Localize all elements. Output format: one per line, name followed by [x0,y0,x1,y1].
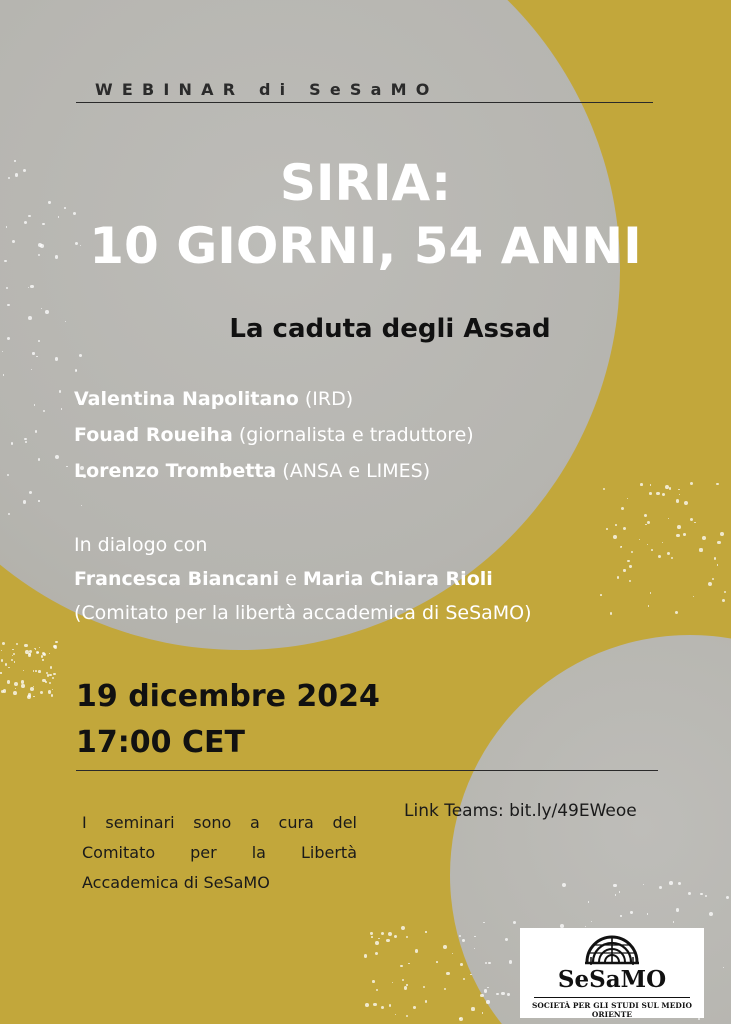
speck [406,1015,408,1017]
speck [606,528,608,530]
speck [720,532,724,536]
speck [21,684,24,687]
speck [11,659,13,661]
speck [496,993,498,995]
speck [716,483,719,486]
speck [717,541,720,544]
speck [395,1014,396,1015]
logo-tagline: SOCIETÀ PER GLI STUDI SUL MEDIO ORIENTE [531,1001,693,1019]
speck [30,285,33,288]
speck [404,986,407,989]
speck [35,670,37,672]
speck [648,605,649,606]
speck [33,696,35,698]
speck [712,578,714,580]
speck [623,569,625,571]
speck [662,493,665,496]
speck [388,932,392,936]
speck [7,680,11,684]
speck [620,546,622,548]
speck [50,666,53,669]
organizer-note: I seminari sono a cura del Comitato per la Libertà Accademica di SeSaMO [82,813,357,892]
speck [372,980,375,983]
speck [32,352,34,354]
dialogue-intro: In dialogo con [74,534,208,556]
speck [392,982,393,983]
speck [452,953,453,954]
speck [52,677,54,679]
speck [662,542,663,543]
speck [51,694,54,697]
speck [702,536,706,540]
speck [676,499,680,503]
speck [14,682,18,686]
speck [482,1012,483,1013]
speck [23,670,24,671]
speck [507,993,509,995]
speck [676,908,679,911]
speck [375,952,378,955]
speck [623,527,626,530]
speck [647,913,648,914]
speck [49,682,51,684]
speck [29,650,32,653]
speaker-name: Lorenzo Trombetta [74,460,277,482]
speaker-name: Fouad Roueiha [74,424,233,446]
speck [436,961,438,963]
speck [603,488,605,490]
speck [386,939,390,943]
speck [59,390,61,392]
speck [12,649,13,650]
speaker-3 [74,460,430,482]
speaker-affiliation: (ANSA e LIMES) [276,460,431,482]
speck [33,686,34,687]
speck [413,1006,416,1009]
speck [658,555,661,558]
speck [627,560,630,563]
speaker-1 [74,388,353,410]
speck [28,693,31,696]
speck [459,1017,463,1021]
speck [45,681,47,683]
speck [408,963,409,964]
speck [376,989,378,991]
speck [49,653,50,654]
speck [33,670,34,671]
speck [394,935,398,939]
speck [722,599,725,602]
speck [0,672,1,673]
speck [42,659,43,660]
event-date: 19 dicembre 2024 [76,679,380,714]
speck [645,524,647,526]
logo-wordmark: SeSaMO [557,966,667,993]
speck [678,489,680,491]
speck [684,501,688,505]
speck [717,564,718,565]
speck [39,647,41,649]
speck [365,1003,369,1007]
speck [501,992,504,995]
speck [37,652,38,653]
speck [31,369,32,370]
speck [471,1007,474,1010]
logo-rule [534,997,690,998]
speaker-name: Valentina Napolitano [74,388,299,410]
speck [40,691,43,694]
speck [621,507,624,510]
speck [460,963,463,966]
speck [640,483,643,486]
speck [370,932,372,934]
speck [24,644,28,648]
speck [375,941,379,945]
speck [673,921,675,923]
speck [23,500,26,503]
speck [5,663,7,665]
speck [656,492,660,496]
speck [378,938,379,939]
speck [690,482,693,485]
speck [629,580,631,582]
speck [650,592,651,593]
speck [49,674,51,676]
speck [55,357,58,360]
speck [48,690,52,694]
sesamo-logo [520,928,704,1018]
speck [55,641,58,644]
speck [613,884,616,887]
speck [669,487,672,490]
speck [714,557,716,559]
moderator-name: Francesca Biancani [74,568,280,590]
header-rule [76,102,653,103]
speck [631,551,633,553]
speck [668,518,669,519]
subtitle: La caduta degli Assad [229,314,551,344]
speck [364,954,367,957]
speck [600,594,602,596]
speck [667,552,670,555]
moderators-affiliation: (Comitato per la libertà accademica di SeSaMO) [74,602,532,624]
speck [14,661,16,663]
speck [683,533,686,536]
speck [425,931,426,932]
speck [8,513,10,515]
speck [55,455,59,459]
speck [1,650,2,651]
speck [613,535,617,539]
speck [423,986,425,988]
speck [699,548,702,551]
title-line-1: SIRIA: [279,154,452,212]
speck [13,653,15,655]
speck [8,667,10,669]
speck [53,673,55,675]
speck [11,442,13,444]
speck [381,932,384,935]
webinar-overline: WEBINAR di SeSaMO [95,80,439,99]
speck [709,912,713,916]
speck [650,484,652,486]
speck [630,911,632,913]
dome-icon [583,932,641,966]
speck [415,949,418,952]
speck [629,565,631,567]
speck [463,978,465,980]
speck [401,926,405,930]
speck [6,287,8,289]
speck [15,688,16,689]
speck [486,1000,490,1004]
speck [677,525,681,529]
speck [647,521,650,524]
speck [400,965,403,968]
speck [724,591,726,593]
speck [444,988,446,990]
speck [52,689,53,690]
speck [1,690,4,693]
speck [12,655,13,656]
speck [651,549,653,551]
speck [688,892,691,895]
date-rule [76,770,658,771]
speck [513,921,516,924]
speck [373,1003,377,1007]
conjunction: e [279,568,303,590]
speck [1,659,4,662]
speck [38,670,41,673]
speck [7,474,9,476]
title-line-2: 10 GIORNI, 54 ANNI [89,217,642,275]
speck [406,936,409,939]
speck [16,643,18,645]
speck [54,645,58,649]
speck [446,972,450,976]
speck [381,1006,384,1009]
speck [425,1000,428,1003]
speck [2,642,6,646]
speck [480,994,483,997]
speck [402,979,404,981]
moderator-name: Maria Chiara Rioli [302,568,493,590]
speck [678,882,681,885]
speaker-affiliation: (giornalista e traduttore) [232,424,474,446]
speck [615,524,617,526]
speaker-affiliation: (IRD) [298,388,354,410]
speck [669,881,673,885]
speck [676,534,680,538]
speck [644,514,648,518]
speck [371,936,373,938]
speck [617,576,620,579]
speck [649,492,652,495]
speck [620,915,621,916]
speck [610,612,612,614]
speck [694,522,696,524]
speck [708,582,712,586]
speck [13,691,17,695]
speck [679,494,680,495]
speck [389,1004,392,1007]
speck [639,539,640,540]
speck [690,518,693,521]
speck [675,611,678,614]
speck [647,544,648,545]
speck [443,945,447,949]
speck [619,891,620,892]
speck [627,498,628,499]
event-time: 17:00 CET [76,725,245,760]
speaker-2 [74,424,474,446]
speck [406,984,407,985]
speck [693,596,694,597]
speck [671,557,673,559]
speck [38,500,39,501]
moderators [74,568,493,590]
teams-link[interactable]: Link Teams: bit.ly/49EWeoe [404,801,637,821]
speck [615,894,616,895]
speck [30,687,34,691]
